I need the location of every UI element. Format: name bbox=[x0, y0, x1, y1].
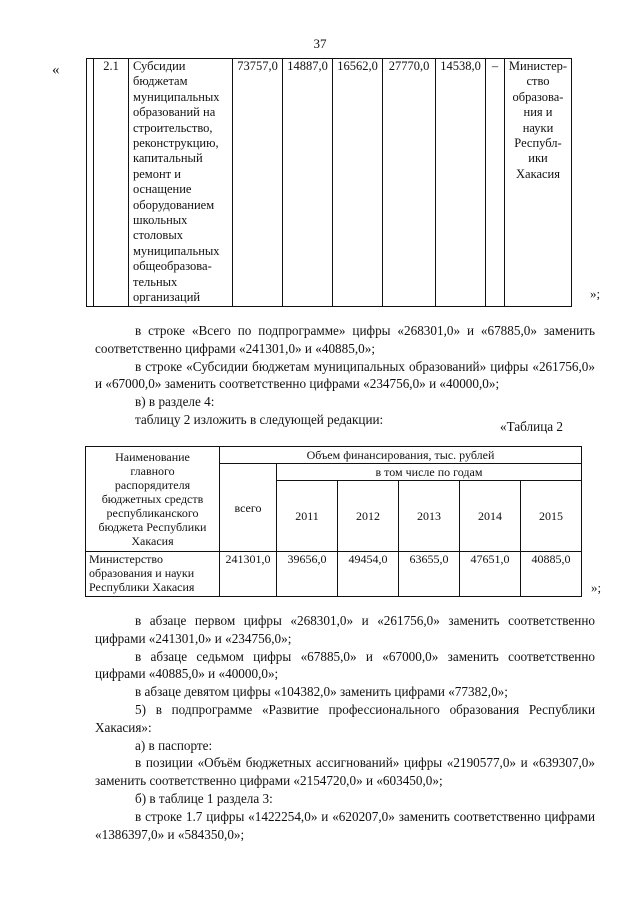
value-2011: 14887,0 bbox=[283, 59, 333, 307]
text-line: республиканского bbox=[106, 506, 199, 520]
text-line: общеобразова- bbox=[133, 259, 212, 274]
header-year: 2015 bbox=[521, 481, 582, 552]
text-line: тельных bbox=[133, 274, 178, 289]
text-line: школьных bbox=[133, 213, 188, 228]
amendment-text-2 bbox=[95, 612, 595, 843]
row-number: 2.1 bbox=[94, 59, 129, 307]
text-line: капитальный bbox=[133, 151, 203, 166]
value-2014: 14538,0 bbox=[436, 59, 486, 307]
ministry-name bbox=[505, 59, 572, 307]
paragraph: б) в таблице 1 раздела 3: bbox=[135, 790, 273, 806]
text-line: столовых bbox=[133, 228, 183, 243]
text-line: ство bbox=[526, 74, 550, 89]
value-2015: – bbox=[486, 59, 505, 307]
text-line: Министер- bbox=[508, 59, 568, 73]
header-year: 2013 bbox=[399, 481, 460, 552]
amendment-text-1 bbox=[95, 322, 595, 429]
table-cell-blank bbox=[87, 59, 94, 307]
text-line: Хакасия bbox=[131, 534, 174, 548]
paragraph: в) в разделе 4: bbox=[135, 394, 215, 410]
text-line: Министерство bbox=[89, 552, 163, 566]
value-2014: 47651,0 bbox=[460, 552, 521, 597]
page-number: 37 bbox=[313, 36, 327, 51]
text-line: оснащение bbox=[133, 182, 192, 197]
paragraph: в абзаце первом цифры «268301,0» и «261756,0» заменить соответственно цифрами «241301,0» и «234756,0»; bbox=[95, 613, 595, 646]
ministry-cell bbox=[86, 552, 220, 597]
opening-quote: « bbox=[52, 62, 60, 78]
table-row bbox=[86, 552, 582, 597]
text-line: образования и науки bbox=[89, 566, 195, 580]
text-line: организаций bbox=[133, 290, 201, 305]
text-line: муниципальных bbox=[133, 243, 220, 258]
header-year: 2012 bbox=[338, 481, 399, 552]
table-row bbox=[87, 59, 572, 307]
value-2013: 27770,0 bbox=[383, 59, 436, 307]
value-2012: 16562,0 bbox=[333, 59, 383, 307]
text-line: муниципальных bbox=[133, 89, 220, 104]
header-total: всего bbox=[220, 464, 277, 552]
value-2013: 63655,0 bbox=[399, 552, 460, 597]
header-distributor bbox=[86, 447, 220, 552]
text-line: реконструкцию, bbox=[133, 136, 219, 151]
text-line: ремонт и bbox=[133, 166, 181, 181]
paragraph: в абзаце девятом цифры «104382,0» заменить цифрами «77382,0»; bbox=[135, 684, 508, 700]
text-line: бюджетных средств bbox=[101, 492, 204, 506]
text-line: Республики Хакасия bbox=[89, 580, 195, 594]
value-2012: 49454,0 bbox=[338, 552, 399, 597]
value-2015: 40885,0 bbox=[521, 552, 582, 597]
text-line: бюджетам bbox=[133, 74, 188, 89]
closing-quote: »; bbox=[591, 580, 602, 595]
paragraph: в строке «Всего по подпрограмме» цифры «268301,0» и «67885,0» заменить соответственно цифрами «241301,0» и «40885,0»; bbox=[95, 323, 595, 356]
text-line: науки bbox=[522, 120, 554, 135]
table-2-financing bbox=[85, 446, 582, 597]
text-line: строительство, bbox=[133, 120, 213, 135]
value-total: 241301,0 bbox=[220, 552, 277, 597]
text-line: Субсидии bbox=[133, 59, 186, 73]
header-year: 2011 bbox=[277, 481, 338, 552]
text-line: Республ- bbox=[514, 136, 562, 151]
paragraph: в абзаце седьмом цифры «67885,0» и «67000,0» заменить соответственно цифрами «40885,0» и «40000,0»; bbox=[95, 648, 595, 682]
text-line: Наименование bbox=[115, 450, 190, 464]
table-subsidies-row bbox=[86, 58, 572, 307]
text-line: Хакасия bbox=[516, 166, 560, 181]
paragraph: таблицу 2 изложить в следующей редакции: bbox=[135, 411, 384, 427]
paragraph: 5) в подпрограмме «Развитие профессионального образования Республики Хакасия»: bbox=[95, 701, 595, 735]
table2-caption: «Таблица 2 bbox=[500, 419, 563, 434]
paragraph: в строке «Субсидии бюджетам муниципальных образований» цифры «261756,0» и «67000,0» заменить соответственно цифрами «234756,0» и «40000,0»; bbox=[95, 358, 595, 392]
value-total: 73757,0 bbox=[233, 59, 283, 307]
value-2011: 39656,0 bbox=[277, 552, 338, 597]
subsidy-name bbox=[129, 59, 233, 307]
text-line: распорядителя bbox=[114, 478, 191, 492]
paragraph: в строке 1.7 цифры «1422254,0» и «620207,0» заменить соответственно цифрами «1386397,0» и «584350,0»; bbox=[95, 808, 595, 842]
header-volume: Объем финансирования, тыс. рублей bbox=[220, 447, 582, 464]
text-line: бюджета Республики bbox=[98, 520, 207, 534]
text-line: образований на bbox=[133, 105, 216, 120]
text-line: ики bbox=[528, 151, 548, 166]
text-line: ния и bbox=[523, 105, 553, 120]
text-line: главного bbox=[130, 464, 175, 478]
header-year: 2014 bbox=[460, 481, 521, 552]
paragraph: в позиции «Объём бюджетных ассигнований» цифры «2190577,0» и «639307,0» заменить соответственно цифрами «2154720,0» и «603450,0»; bbox=[95, 755, 595, 789]
text-line: оборудованием bbox=[133, 197, 215, 212]
table-row bbox=[86, 447, 582, 464]
text-line: образова- bbox=[512, 89, 564, 104]
header-by-year: в том числе по годам bbox=[277, 464, 582, 481]
paragraph: а) в паспорте: bbox=[135, 737, 213, 753]
closing-quote: »; bbox=[590, 286, 601, 301]
